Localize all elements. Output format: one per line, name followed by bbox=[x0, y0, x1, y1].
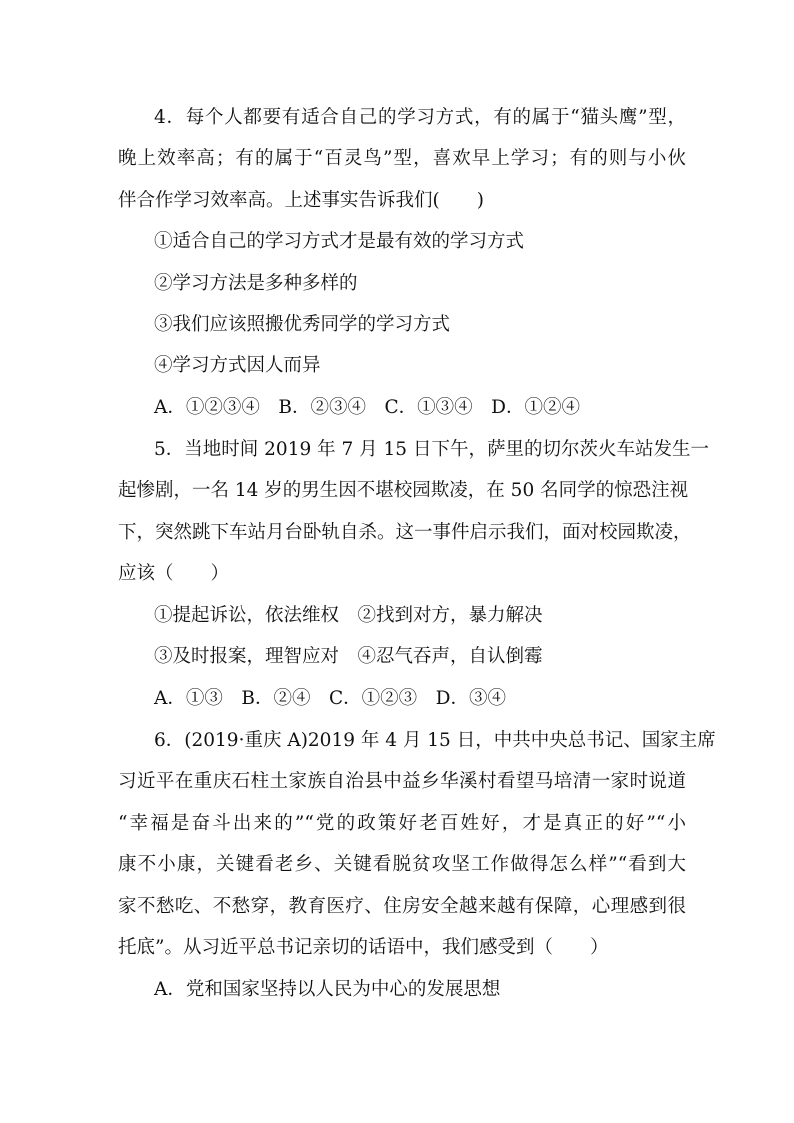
q6-stem-line-2: 习近平在重庆石柱土家族自治县中益乡华溪村看望马培清一家时说道 bbox=[118, 771, 686, 792]
q6-option-a: A．党和国家坚持以人民为中心的发展思想 bbox=[154, 979, 501, 1000]
q5-stem-line-1: 5．当地时间 2019 年 7 月 15 日下午，萨里的切尔茨火车站发生一 bbox=[154, 439, 709, 460]
q6-stem-line-6: 托底”。从习近平总书记亲切的话语中，我们感受到（ ） bbox=[118, 937, 609, 958]
q6-stem-line-3: “幸福是奋斗出来的”“党的政策好老百姓好，才是真正的好”“小 bbox=[118, 813, 686, 834]
q4-stem-line-1: 4．每个人都要有适合自己的学习方式，有的属于“猫头鹰”型， bbox=[154, 107, 686, 128]
q5-stem-line-3: 下，突然跳下车站月台卧轨自杀。这一事件启示我们，面对校园欺凌， bbox=[118, 522, 692, 543]
q4-statement-3: ③我们应该照搬优秀同学的学习方式 bbox=[154, 314, 451, 335]
q4-stem-line-3: 伴合作学习效率高。上述事实告诉我们( ) bbox=[118, 190, 484, 211]
q6-stem-line-4: 康不小康，关键看老乡、关键看脱贫攻坚工作做得怎么样”“看到大 bbox=[118, 854, 686, 875]
q4-statement-1: ①适合自己的学习方式才是最有效的学习方式 bbox=[154, 231, 525, 252]
q6-stem-line-1: 6．(2019·重庆 A)2019 年 4 月 15 日，中共中央总书记、国家主席 bbox=[154, 730, 716, 751]
q5-statements-1-2: ①提起诉讼，依法维权 ②找到对方，暴力解决 bbox=[154, 605, 543, 626]
q4-stem-line-2: 晚上效率高；有的属于“百灵鸟”型，喜欢早上学习；有的则与小伙 bbox=[118, 148, 686, 169]
q5-options: A．①③ B．②④ C．①②③ D．③④ bbox=[154, 688, 506, 709]
q4-statement-4: ④学习方式因人而异 bbox=[154, 355, 321, 376]
q5-stem-line-2: 起惨剧，一名 14 岁的男生因不堪校园欺凌，在 50 名同学的惊恐注视 bbox=[118, 480, 689, 501]
q5-stem-line-4: 应该（ ） bbox=[118, 563, 230, 584]
q6-stem-line-5: 家不愁吃、不愁穿，教育医疗、住房安全越来越有保障，心理感到很 bbox=[118, 896, 686, 917]
q5-statements-3-4: ③及时报案，理智应对 ④忍气吞声，自认倒霉 bbox=[154, 646, 543, 667]
q4-statement-2: ②学习方法是多种多样的 bbox=[154, 273, 358, 294]
q4-options: A．①②③④ B．②③④ C．①③④ D．①②④ bbox=[154, 397, 580, 418]
